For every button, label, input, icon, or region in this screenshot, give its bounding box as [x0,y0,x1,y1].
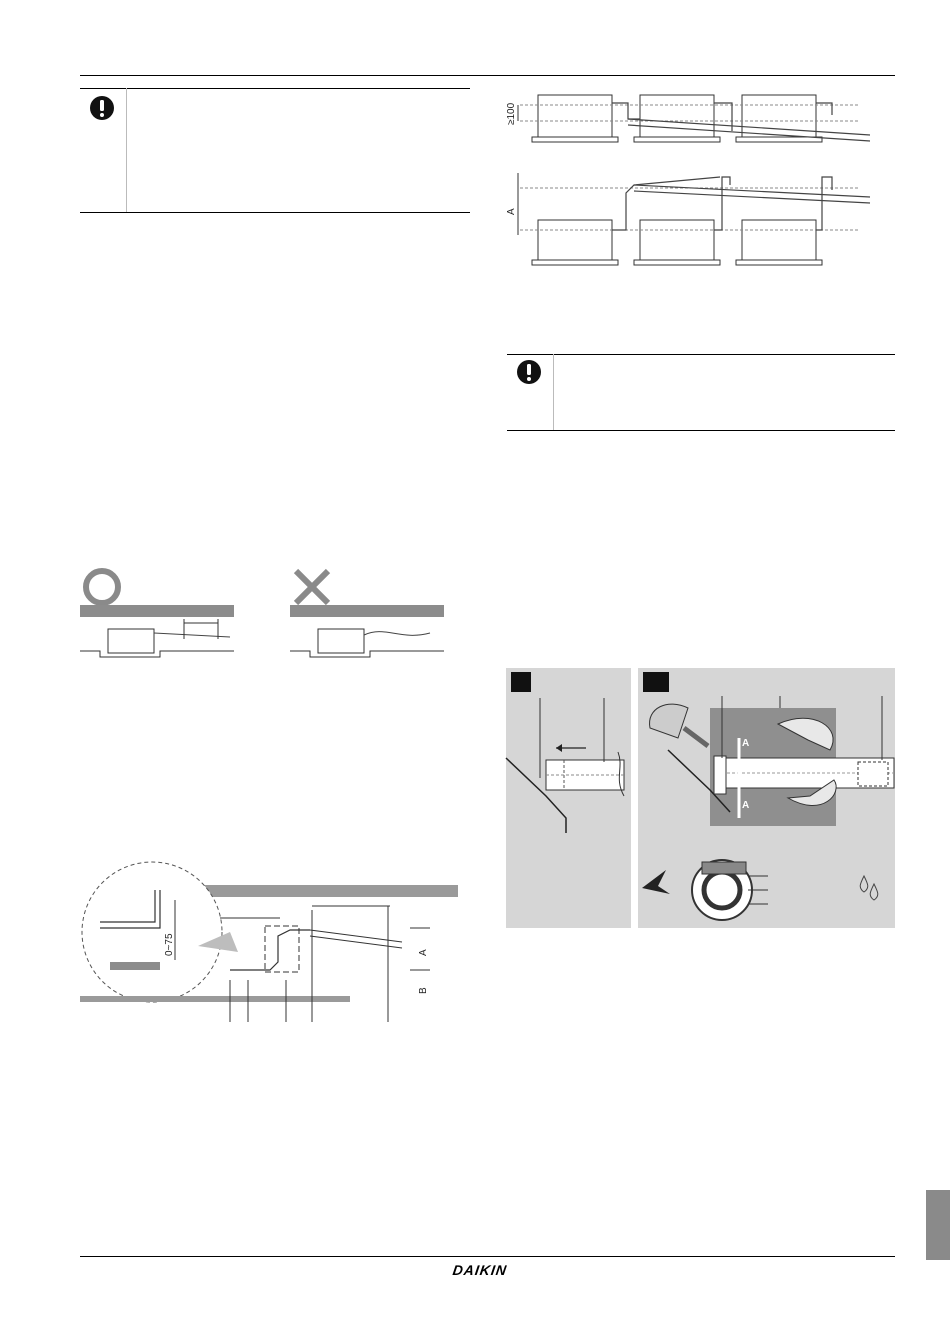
caution-top-rule [80,88,470,89]
dim-a-label: A [418,949,429,956]
ng-cross-icon [292,567,332,607]
brand-logo: DAIKIN [451,1262,509,1278]
section-a-bottom: A [742,800,750,811]
caution-bottom-rule [80,212,470,213]
ok-circle-icon [82,567,122,607]
warning-icon [89,95,115,121]
caution2-bottom-rule [507,430,895,431]
dim-label-ge100: ≥100 [506,102,517,125]
water-drops-icon [856,874,882,902]
slope-ng-figure [290,605,450,661]
caution2-divider [553,354,554,430]
caution2-top-rule [507,354,895,355]
dim-label-a: A [506,208,517,215]
header-rule [80,75,895,76]
lower-row-units [532,220,822,265]
eye-icon [640,868,672,896]
section-a-top: A [742,738,750,749]
page-edge-tab [926,1190,950,1260]
caution-divider [126,88,127,213]
warning-icon [516,359,542,385]
dim-b-label: B [418,987,429,994]
insulation-step-1 [506,668,631,928]
drain-piping-figure [500,85,880,275]
drain-height-figure [80,850,460,1030]
footer-rule [80,1256,895,1257]
slope-ok-figure [80,605,240,661]
range-label: 0~75 [164,933,175,956]
